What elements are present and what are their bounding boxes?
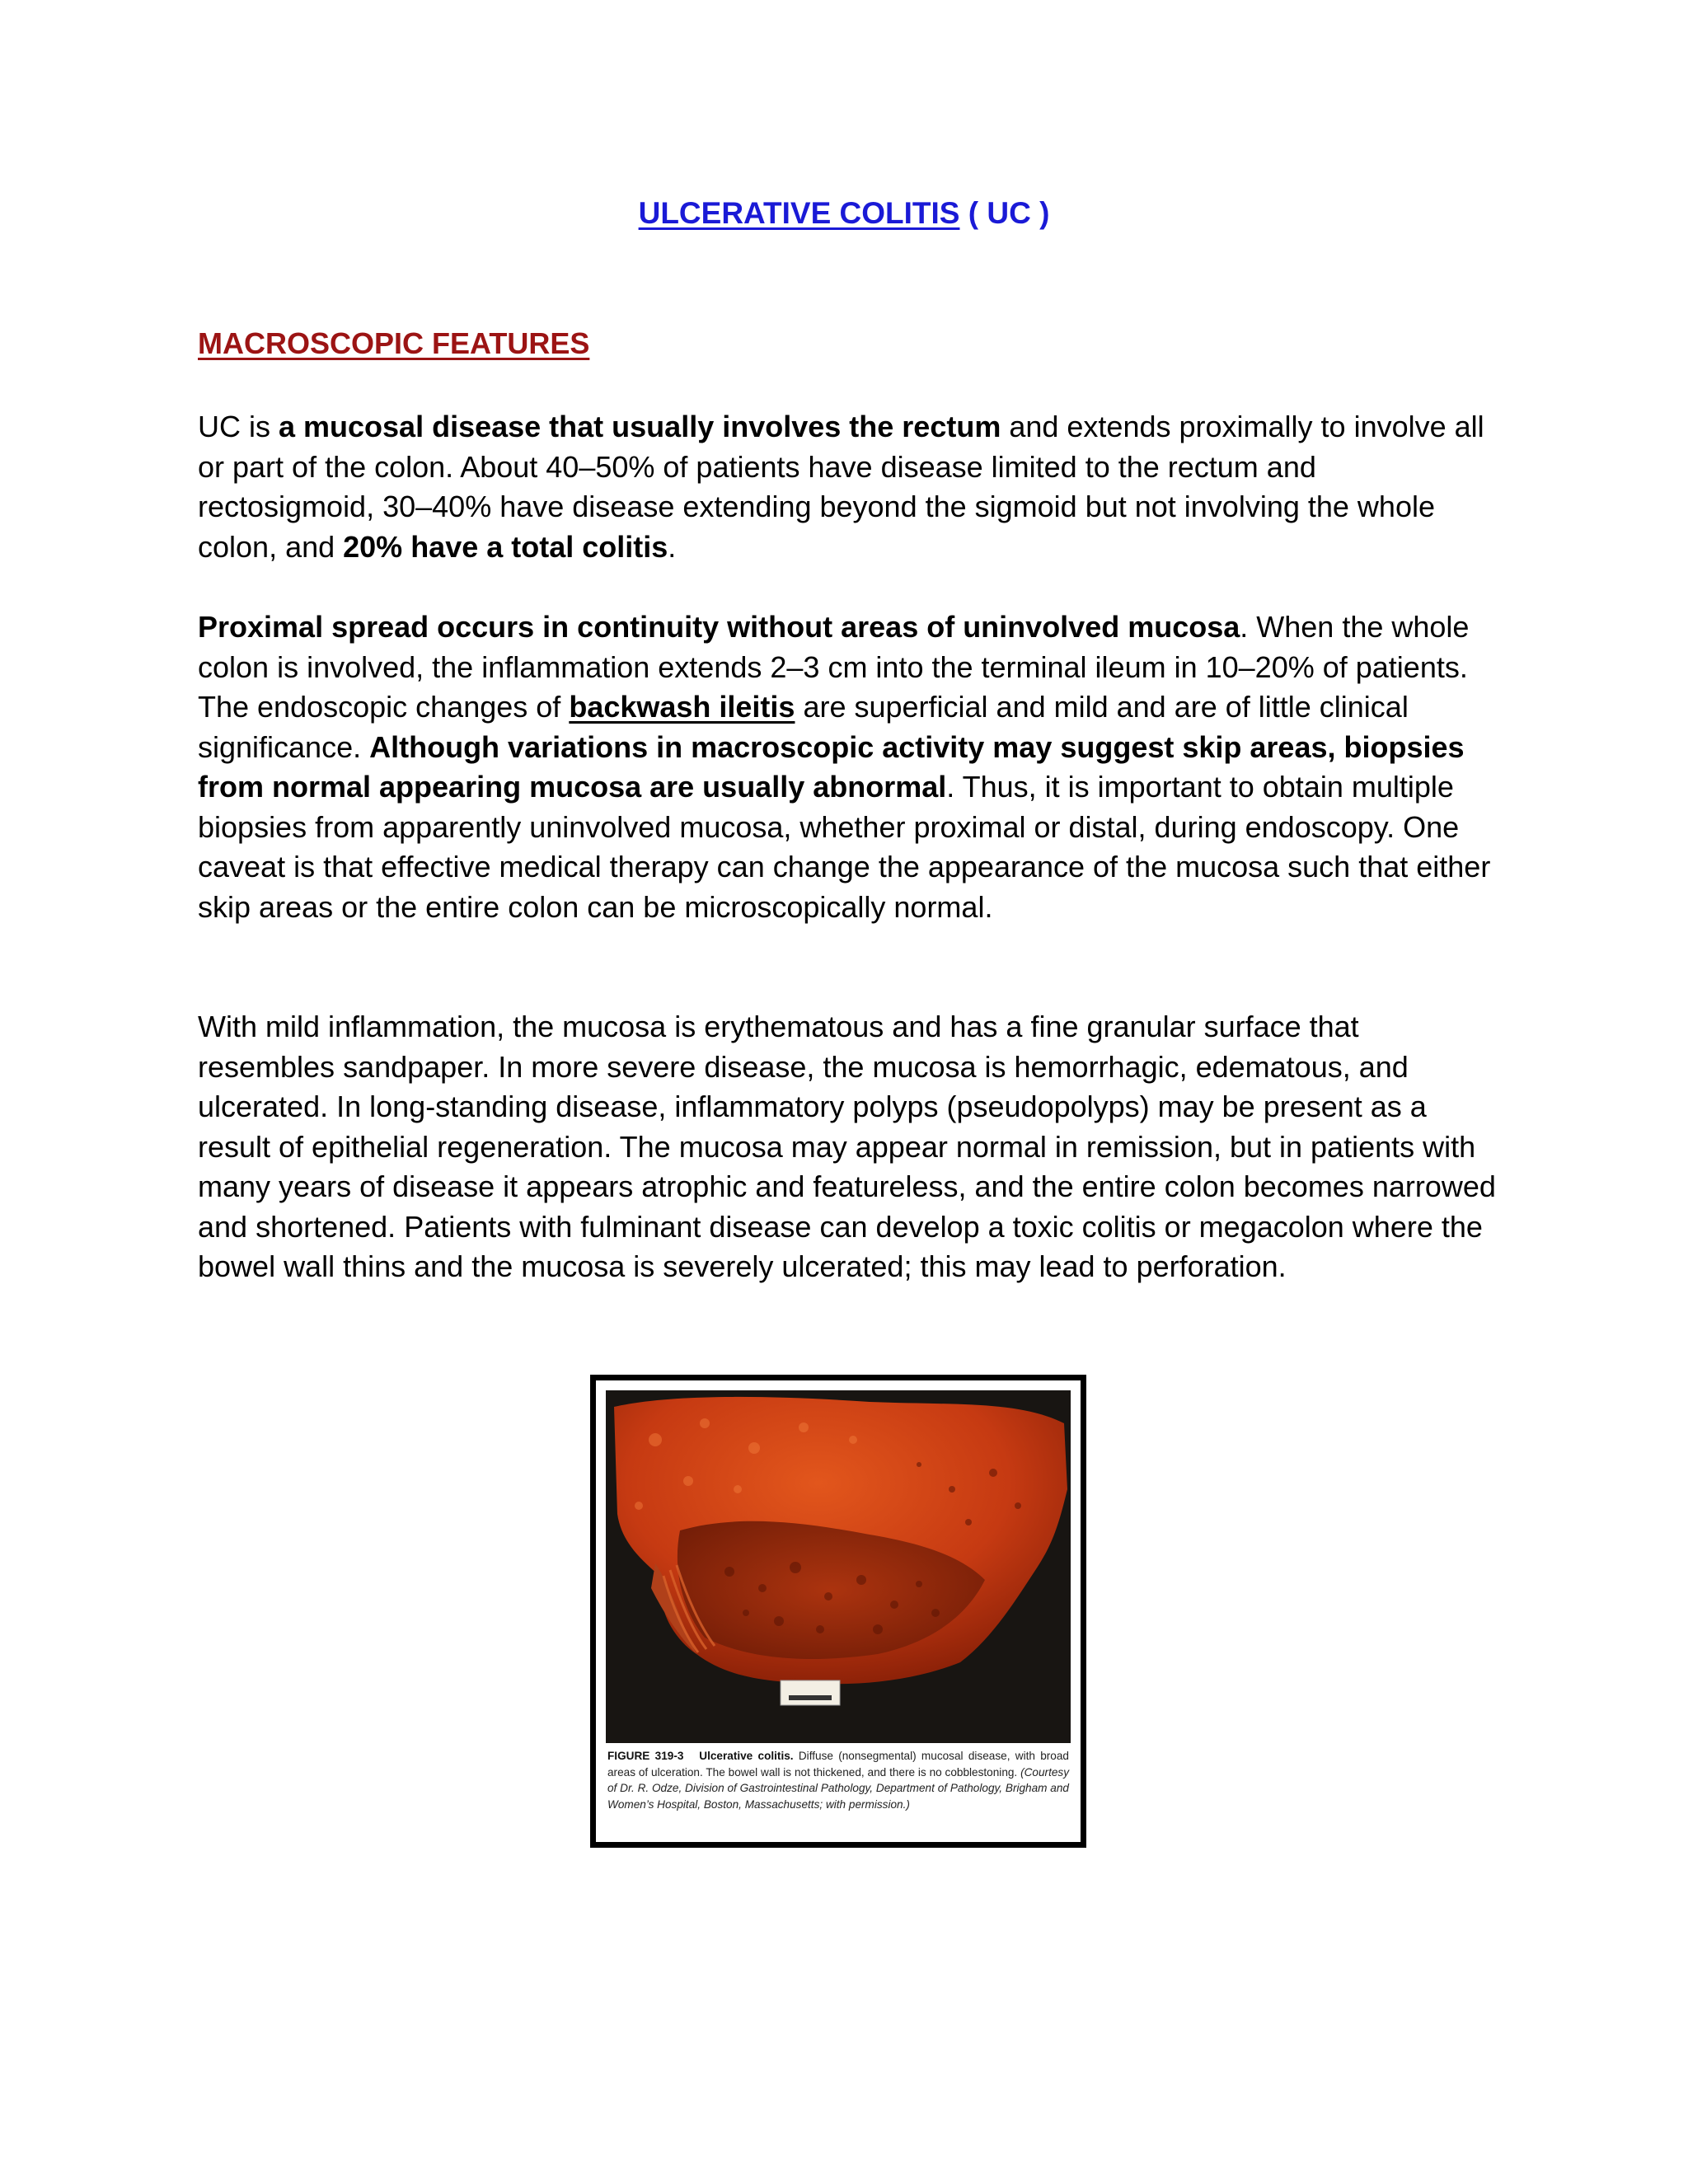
p2-text-3: . Thus, it is important to obtain multiple biopsies from apparently uninvolved mucosa, whether proximal or distal, during endoscopy. One caveat is that effective medical therapy can change the appearance of the mucosa such that either skip areas or the entire colon can be microscopically normal. <box>198 770 1491 924</box>
caption-credit: (Courtesy of Dr. R. Odze, Division of Gastrointestinal Pathology, Department of Pathology, Brigham and Women’s Hospital, Boston, Massachusetts; with permission.) <box>607 1765 1069 1811</box>
paragraph-proximal-spread <box>198 607 1500 927</box>
p1-text-3: . <box>668 529 677 564</box>
section-heading: MACROSCOPIC FEATURES <box>198 326 590 360</box>
backwash-ileitis-term: backwash ileitis <box>569 690 795 724</box>
figure-label: FIGURE 319-3 <box>607 1750 684 1762</box>
title-suffix: ( UC ) <box>959 196 1050 230</box>
page-title <box>0 196 1688 231</box>
p1-bold-2: 20% have a total colitis <box>343 529 668 564</box>
colon-specimen-illustration <box>606 1390 1071 1743</box>
p2-bold-1: Proximal spread occurs in continuity without areas of uninvolved mucosa <box>198 610 1240 644</box>
paragraph-extent <box>198 407 1500 567</box>
p2-bold-2: Although variations in macroscopic activity may suggest skip areas, biopsies from normal appearing mucosa are usually abnormal <box>198 729 1465 804</box>
caption-text: Diffuse (nonsegmental) mucosal disease, with broad areas of ulceration. The bowel wall is not thickened, and there is no cobblestoning. <box>607 1750 1069 1779</box>
paragraph-inflammation-appearance: With mild inflammation, the mucosa is erythematous and has a fine granular surface that resembles sandpaper. In more severe disease, the mucosa is hemorrhagic, edematous, and ulcerated. In long-standing disease, inflammatory polyps (pseudopolyps) may be present as a result of epithelial regeneration. The mucosa may appear normal in remission, but in patients with many years of disease it appears atrophic and featureless, and the entire colon becomes narrowed and shortened. Patients with fulminant disease can develop a toxic colitis or megacolon where the bowel wall thins and the mucosa is severely ulcerated; this may lead to perforation. <box>198 1010 1496 1283</box>
p1-text-1: UC is <box>198 410 279 443</box>
specimen-photo <box>606 1390 1071 1743</box>
caption-title: Ulcerative colitis. <box>699 1750 794 1762</box>
p2-text-1: . When the whole colon is involved, the inflammation extends 2–3 cm into the terminal ileum in 10–20% of patients. The endoscopic changes of <box>198 610 1470 724</box>
p1-bold-1: a mucosal disease that usually involves the rectum <box>279 410 1001 443</box>
figure-caption <box>607 1748 1069 1812</box>
p2-text-2: are superficial and mild and are of little clinical significance. <box>198 690 1409 764</box>
p1-text-2: and extends proximally to involve all or part of the colon. About 40–50% of patients have disease limited to the rectum and rectosigmoid, 30–40% have disease extending beyond the sigmoid but not involving the whole colon, and <box>198 410 1484 564</box>
title-link[interactable]: ULCERATIVE COLITIS <box>638 196 960 230</box>
figure-ulcerative-colitis <box>590 1375 1086 1848</box>
